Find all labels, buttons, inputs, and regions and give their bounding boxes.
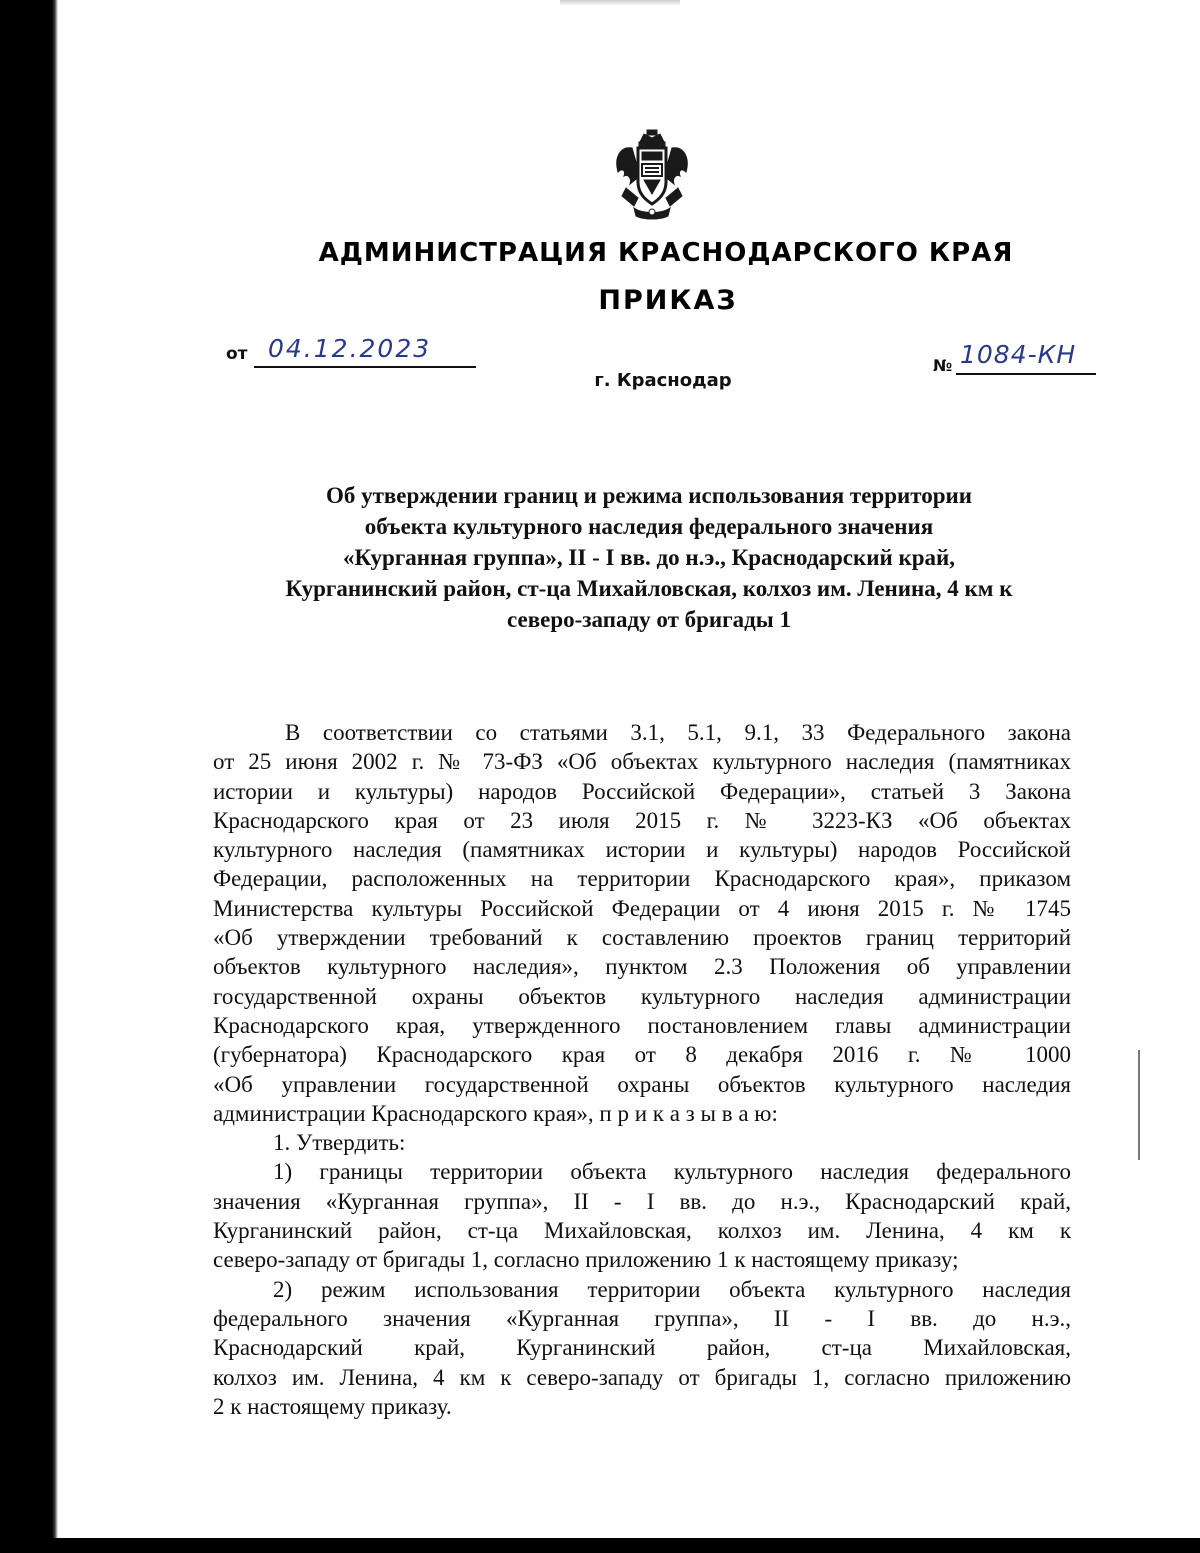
city-label: г. Краснодар <box>594 370 732 391</box>
body-line: от 25 июня 2002 г. № 73-ФЗ «Об объектах культурного наследия (памятниках <box>213 749 1071 775</box>
body-line: северо-западу от бригады 1, согласно приложению 1 к настоящему приказу; <box>213 1247 959 1273</box>
body-line: Курганинский район, ст-ца Михайловская, колхоз им. Ленина, 4 км к <box>213 1218 1071 1244</box>
date-prefix: от <box>226 344 248 364</box>
subject-line: объекта культурного наследия федерального значения <box>364 514 934 539</box>
number-prefix: № <box>933 356 953 375</box>
number-underline <box>956 373 1096 375</box>
order-body <box>213 718 1071 1421</box>
subject-line: Курганинский район, ст-ца Михайловская, колхоз им. Ленина, 4 км к <box>285 576 1013 601</box>
date-underline <box>254 366 476 368</box>
organization-title: АДМИНИСТРАЦИЯ КРАСНОДАРСКОГО КРАЯ <box>318 238 1014 268</box>
body-line: 2 к настоящему приказу. <box>213 1393 452 1419</box>
body-line: объектов культурного наследия», пунктом 2.3 Положения об управлении <box>213 954 1071 980</box>
body-line: федерального значения «Курганная группа», II - I вв. до н.э., <box>213 1305 1071 1331</box>
scan-left-edge <box>0 0 58 1553</box>
body-line: культурного наследия (памятниках истории и культуры) народов Российской <box>213 837 1071 863</box>
order-subject <box>232 480 1066 635</box>
body-line: 1. Утвердить: <box>273 1130 406 1156</box>
body-line: Краснодарского края, утвержденного постановлением главы администрации <box>213 1012 1071 1038</box>
document-type: ПРИКАЗ <box>598 285 738 316</box>
body-line: «Об управлении государственной охраны объектов культурного наследия <box>213 1071 1071 1097</box>
body-line: В соответствии со статьями 3.1, 5.1, 9.1, 33 Федерального закона <box>285 720 1071 745</box>
body-line: истории и культуры) народов Российской Федерации», статьей 3 Закона <box>213 778 1071 804</box>
krasnodar-coat-of-arms-icon <box>612 128 692 220</box>
scan-mark <box>1138 1050 1140 1160</box>
handwritten-number: 1084-КН <box>960 340 1077 369</box>
body-line: Министерства культуры Российской Федерации от 4 июня 2015 г. № 1745 <box>213 895 1071 921</box>
body-line: 2) режим использования территории объекта культурного наследия <box>273 1276 1071 1302</box>
body-line: Федерации, расположенных на территории Краснодарского края», приказом <box>213 866 1071 892</box>
body-line: Краснодарского края от 23 июля 2015 г. № 3223-КЗ «Об объектах <box>213 807 1071 833</box>
body-line: государственной охраны объектов культурного наследия администрации <box>213 983 1071 1009</box>
body-line: значения «Курганная группа», II - I вв. до н.э., Краснодарский край, <box>213 1188 1071 1214</box>
scan-bottom-edge <box>52 1538 1200 1553</box>
body-line: Краснодарский край, Курганинский район, ст-ца Михайловская, <box>213 1335 1071 1361</box>
subject-line: северо-западу от бригады 1 <box>507 607 791 632</box>
body-line: «Об утверждении требований к составлению проектов границ территорий <box>213 925 1071 951</box>
body-line: колхоз им. Ленина, 4 км к северо-западу от бригады 1, согласно приложению <box>213 1364 1071 1390</box>
handwritten-date: 04.12.2023 <box>268 334 432 363</box>
subject-line: «Курганная группа», II - I вв. до н.э., Краснодарский край, <box>342 545 956 570</box>
body-line: администрации Краснодарского края», п р и к а з ы в а ю: <box>213 1100 778 1126</box>
scan-smudge <box>560 0 680 6</box>
body-line: 1) границы территории объекта культурного наследия федерального <box>273 1159 1071 1185</box>
subject-line: Об утверждении границ и режима использования территории <box>325 483 973 508</box>
body-line: (губернатора) Краснодарского края от 8 декабря 2016 г. № 1000 <box>213 1042 1071 1068</box>
